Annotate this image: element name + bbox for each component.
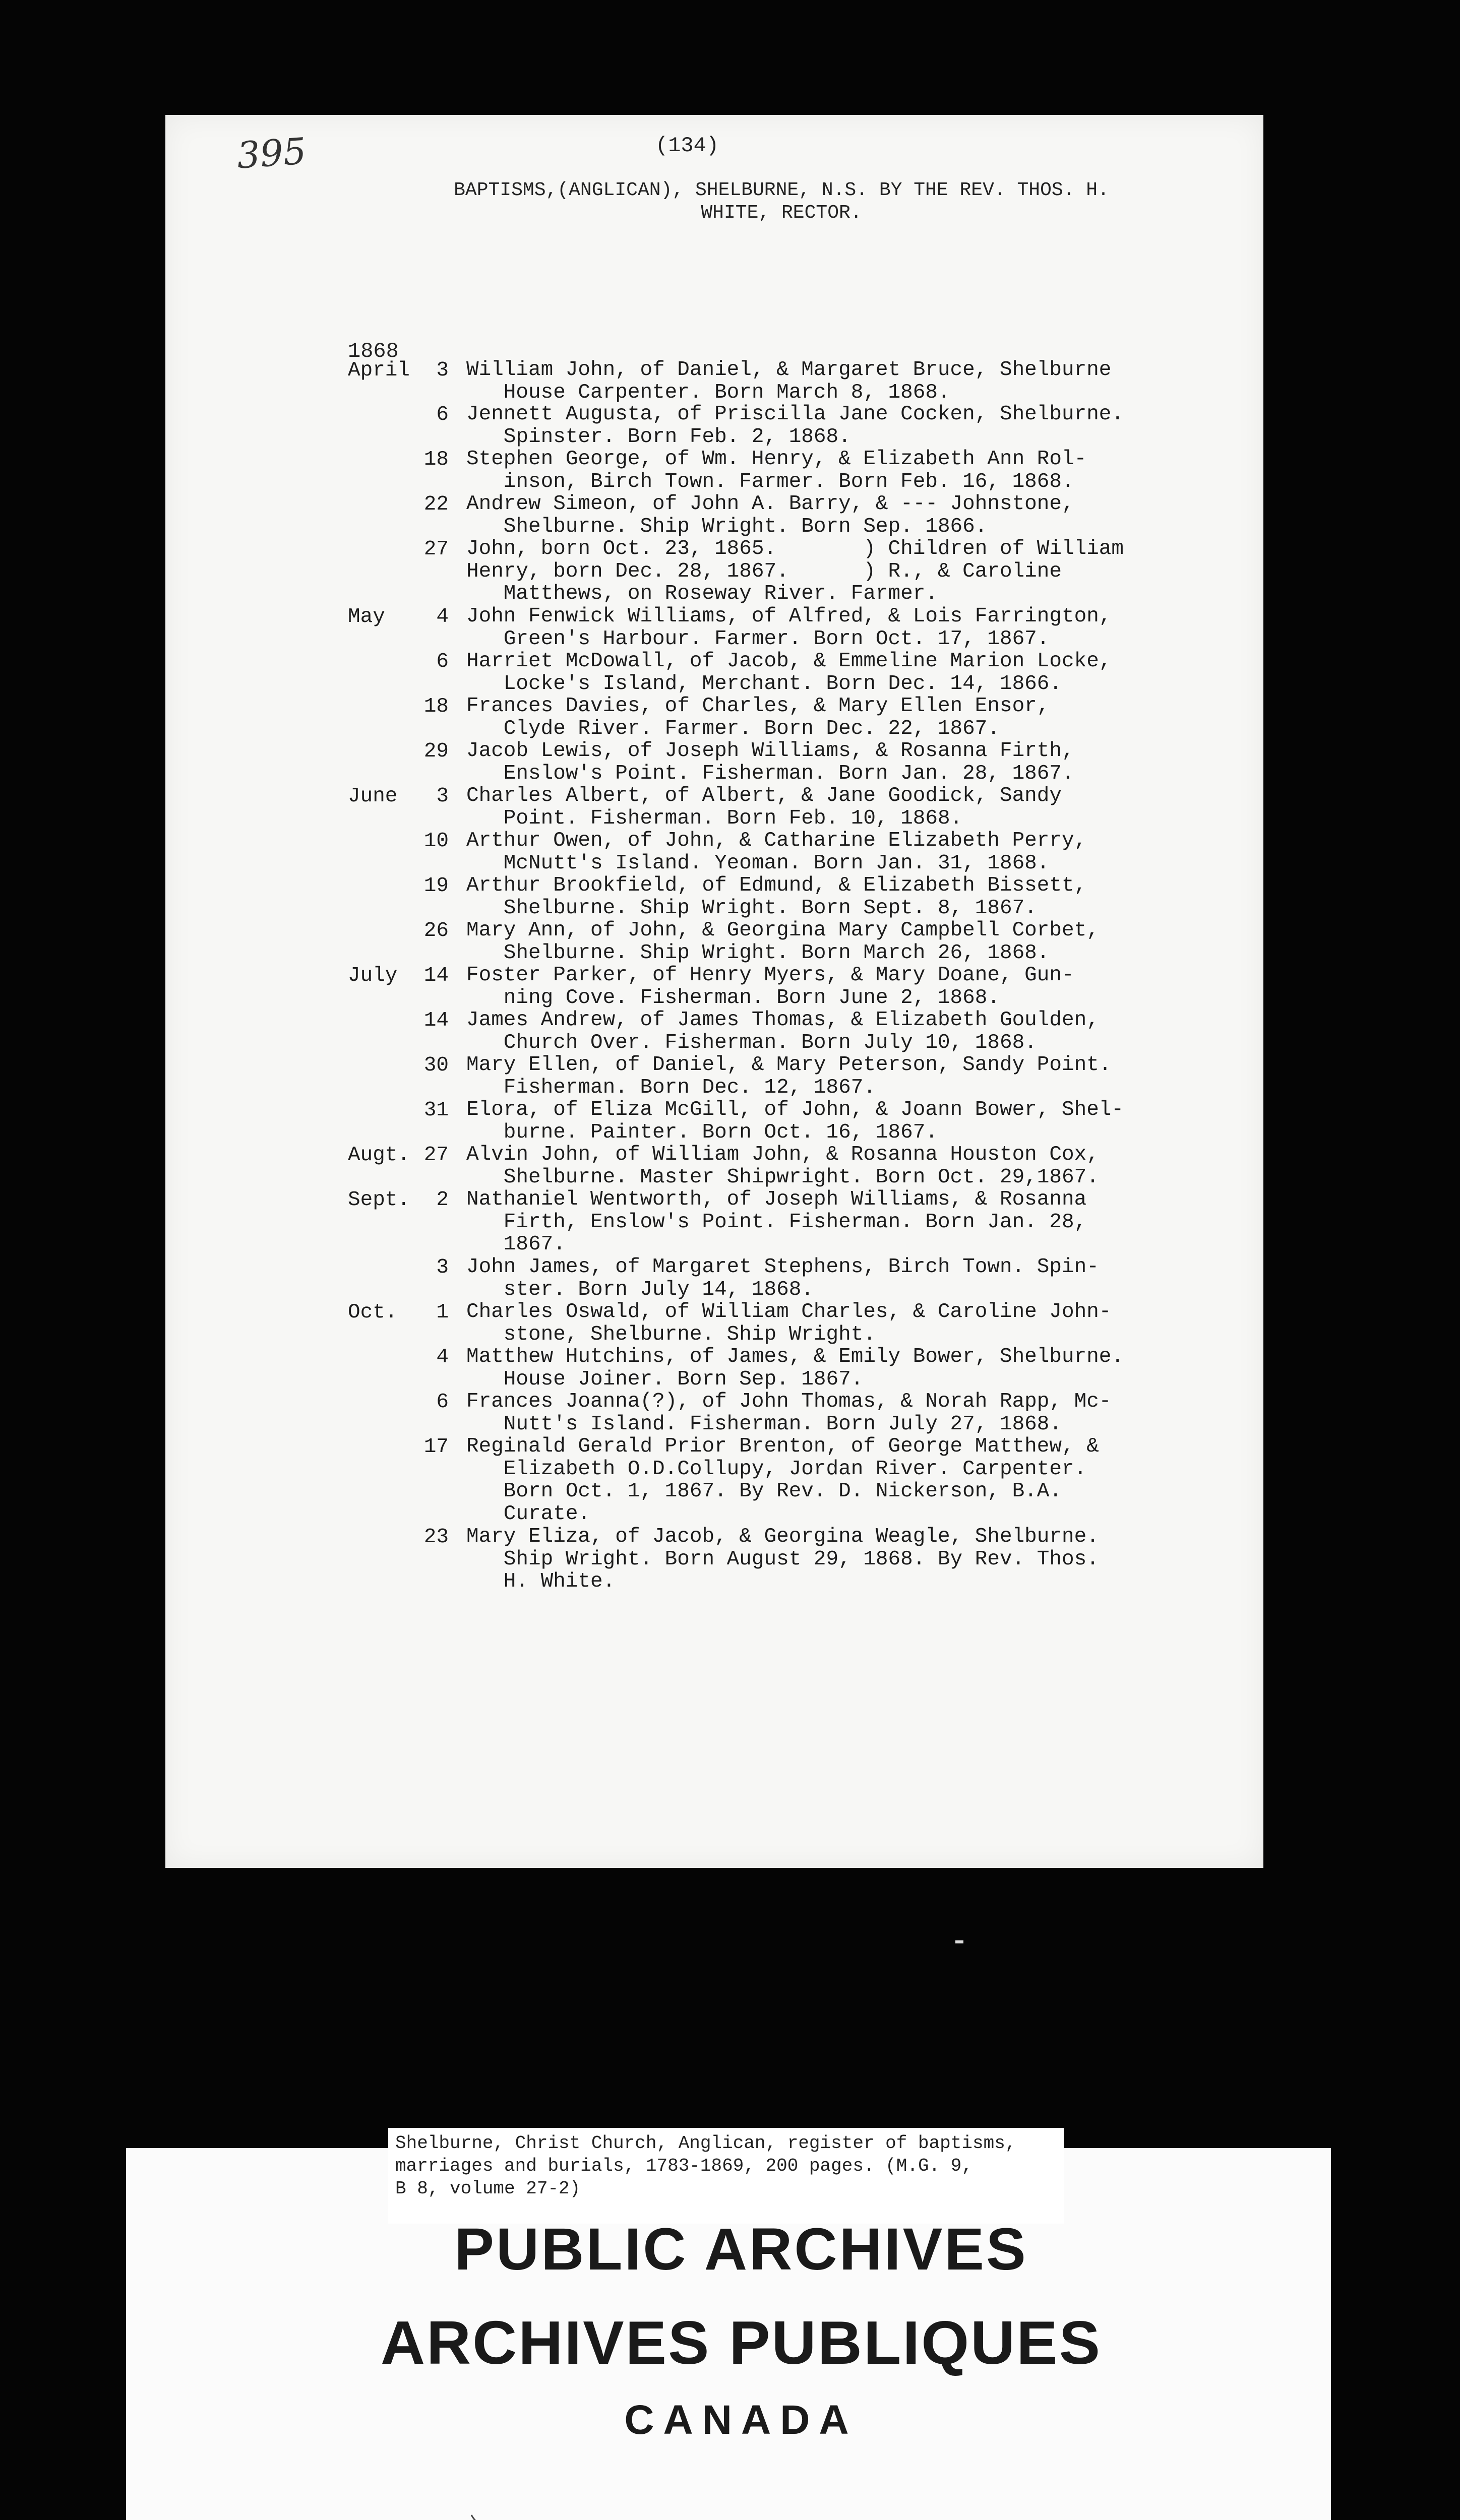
entry-day: 22 xyxy=(423,493,449,516)
entry-day: 10 xyxy=(423,830,449,853)
entry-text: John James, of Margaret Stephens, Birch Town. Spin- ster. Born July 14, 1868. xyxy=(466,1255,1099,1301)
entry-day: 4 xyxy=(436,605,449,628)
entry-day: 23 xyxy=(423,1526,449,1549)
entry-text: John Fenwick Williams, of Alfred, & Lois Farrington, Green's Harbour. Farmer. Born Oct. 17, 1867. xyxy=(466,605,1112,651)
entry-day: 29 xyxy=(423,740,449,763)
year-label: 1868 xyxy=(348,339,399,363)
entry-month: April xyxy=(348,359,410,382)
entry-day: 3 xyxy=(436,359,449,382)
entry-day: 2 xyxy=(436,1188,449,1212)
entry-day: 4 xyxy=(436,1346,449,1369)
entry-text: Jacob Lewis, of Joseph Williams, & Rosanna Firth, Enslow's Point. Fisherman. Born Jan. 28, 1867. xyxy=(466,739,1074,785)
entry-text: Mary Eliza, of Jacob, & Georgina Weagle, Shelburne. Ship Wright. Born August 29, 1868. By Rev. Thos. H. White. xyxy=(466,1525,1099,1593)
page-number: (134) xyxy=(655,134,719,158)
entry-text: Elora, of Eliza McGill, of John, & Joann Bower, Shel- burne. Painter. Born Oct. 16, 1867. xyxy=(466,1098,1124,1144)
entry-month: June xyxy=(348,785,398,808)
entry-day: 27 xyxy=(423,538,449,561)
entry-day: 31 xyxy=(423,1099,449,1122)
handwritten-number: 395 xyxy=(235,130,308,177)
entry-day: 27 xyxy=(423,1144,449,1167)
entry-text: William John, of Daniel, & Margaret Bruce, Shelburne House Carpenter. Born March 8, 1868. xyxy=(466,358,1112,404)
entry-day: 17 xyxy=(423,1435,449,1459)
entry-text: Mary Ellen, of Daniel, & Mary Peterson, Sandy Point. Fisherman. Born Dec. 12, 1867. xyxy=(466,1053,1112,1099)
entry-text: Charles Albert, of Albert, & Jane Goodick, Sandy Point. Fisherman. Born Feb. 10, 1868. xyxy=(466,784,1062,830)
archive-country: CANADA xyxy=(624,2397,858,2443)
entry-text: Frances Davies, of Charles, & Mary Ellen Ensor, Clyde River. Farmer. Born Dec. 22, 1867. xyxy=(466,695,1050,740)
archive-title-fr: ARCHIVES PUBLIQUES xyxy=(380,2308,1102,2377)
entry-text: Foster Parker, of Henry Myers, & Mary Doane, Gun- ning Cove. Fisherman. Born June 2, 1868. xyxy=(466,964,1074,1010)
entry-day: 1 xyxy=(436,1301,449,1324)
entry-text: Stephen George, of Wm. Henry, & Elizabeth Ann Rol- inson, Birch Town. Farmer. Born Feb. 16, 1868. xyxy=(466,448,1087,493)
entry-day: 18 xyxy=(423,695,449,718)
entry-text: Alvin John, of William John, & Rosanna Houston Cox, Shelburne. Master Shipwright. Born Oct. 29,1867. xyxy=(466,1143,1099,1189)
entry-day: 26 xyxy=(423,919,449,942)
entry-day: 6 xyxy=(436,1391,449,1414)
entry-month: Augt. xyxy=(348,1144,410,1167)
entry-day: 18 xyxy=(423,448,449,471)
entry-day: 30 xyxy=(423,1054,449,1077)
entry-month: July xyxy=(348,964,398,987)
archive-label: Shelburne, Christ Church, Anglican, register of baptisms, marriages and burials, 1783-1869, 200 pages. (M.G. 9, B 8, volume 27-2) xyxy=(388,2128,1064,2224)
entry-month: May xyxy=(348,605,385,628)
entry-day: 14 xyxy=(423,964,449,987)
entry-text: James Andrew, of James Thomas, & Elizabeth Goulden, Church Over. Fisherman. Born July 10, 1868. xyxy=(466,1009,1099,1054)
entry-day: 3 xyxy=(436,1256,449,1279)
scan-mark xyxy=(955,1940,963,1943)
entry-text: Arthur Owen, of John, & Catharine Elizabeth Perry, McNutt's Island. Yeoman. Born Jan. 31, 1868. xyxy=(466,829,1087,875)
entry-text: Nathaniel Wentworth, of Joseph Williams, & Rosanna Firth, Enslow's Point. Fisherman. Born Jan. 28, 1867. xyxy=(466,1188,1087,1256)
entry-text: Arthur Brookfield, of Edmund, & Elizabeth Bissett, Shelburne. Ship Wright. Born Sept. 8, 1867. xyxy=(466,874,1087,920)
entry-text: Andrew Simeon, of John A. Barry, & --- Johnstone, Shelburne. Ship Wright. Born Sep. 1866. xyxy=(466,492,1074,538)
entry-text: Harriet McDowall, of Jacob, & Emmeline Marion Locke, Locke's Island, Merchant. Born Dec. 14, 1866. xyxy=(466,650,1112,696)
entry-day: 19 xyxy=(423,874,449,898)
entry-text: John, born Oct. 23, 1865. ) Children of William Henry, born Dec. 28, 1867. ) R., & Caroline Matthews, on Roseway River. Farmer. xyxy=(466,537,1124,605)
entry-text: Matthew Hutchins, of James, & Emily Bower, Shelburne. House Joiner. Born Sep. 1867. xyxy=(466,1345,1124,1391)
entry-day: 6 xyxy=(436,650,449,673)
entry-text: Mary Ann, of John, & Georgina Mary Campbell Corbet, Shelburne. Ship Wright. Born March 26, 1868. xyxy=(466,919,1099,965)
pen-stroke-mark xyxy=(469,2510,529,2520)
entry-text: Jennett Augusta, of Priscilla Jane Cocken, Shelburne. Spinster. Born Feb. 2, 1868. xyxy=(466,403,1124,449)
entry-day: 14 xyxy=(423,1009,449,1032)
page-header: BAPTISMS,(ANGLICAN), SHELBURNE, N.S. BY THE REV. THOS. H. WHITE, RECTOR. xyxy=(454,179,1109,224)
entry-text: Frances Joanna(?), of John Thomas, & Norah Rapp, Mc- Nutt's Island. Fisherman. Born July 27, 1868. xyxy=(466,1390,1112,1436)
entry-text: Reginald Gerald Prior Brenton, of George Matthew, & Elizabeth O.D.Collupy, Jordan River. Carpenter. Born Oct. 1, 1867. By Rev. D. Nickerson, B.A. Curate. xyxy=(466,1435,1099,1526)
entry-day: 6 xyxy=(436,403,449,426)
entry-month: Sept. xyxy=(348,1188,410,1212)
entry-text: Charles Oswald, of William Charles, & Caroline John- stone, Shelburne. Ship Wright. xyxy=(466,1300,1112,1346)
entry-day: 3 xyxy=(436,785,449,808)
entry-month: Oct. xyxy=(348,1301,398,1324)
archive-title-en: PUBLIC ARCHIVES xyxy=(454,2216,1028,2283)
